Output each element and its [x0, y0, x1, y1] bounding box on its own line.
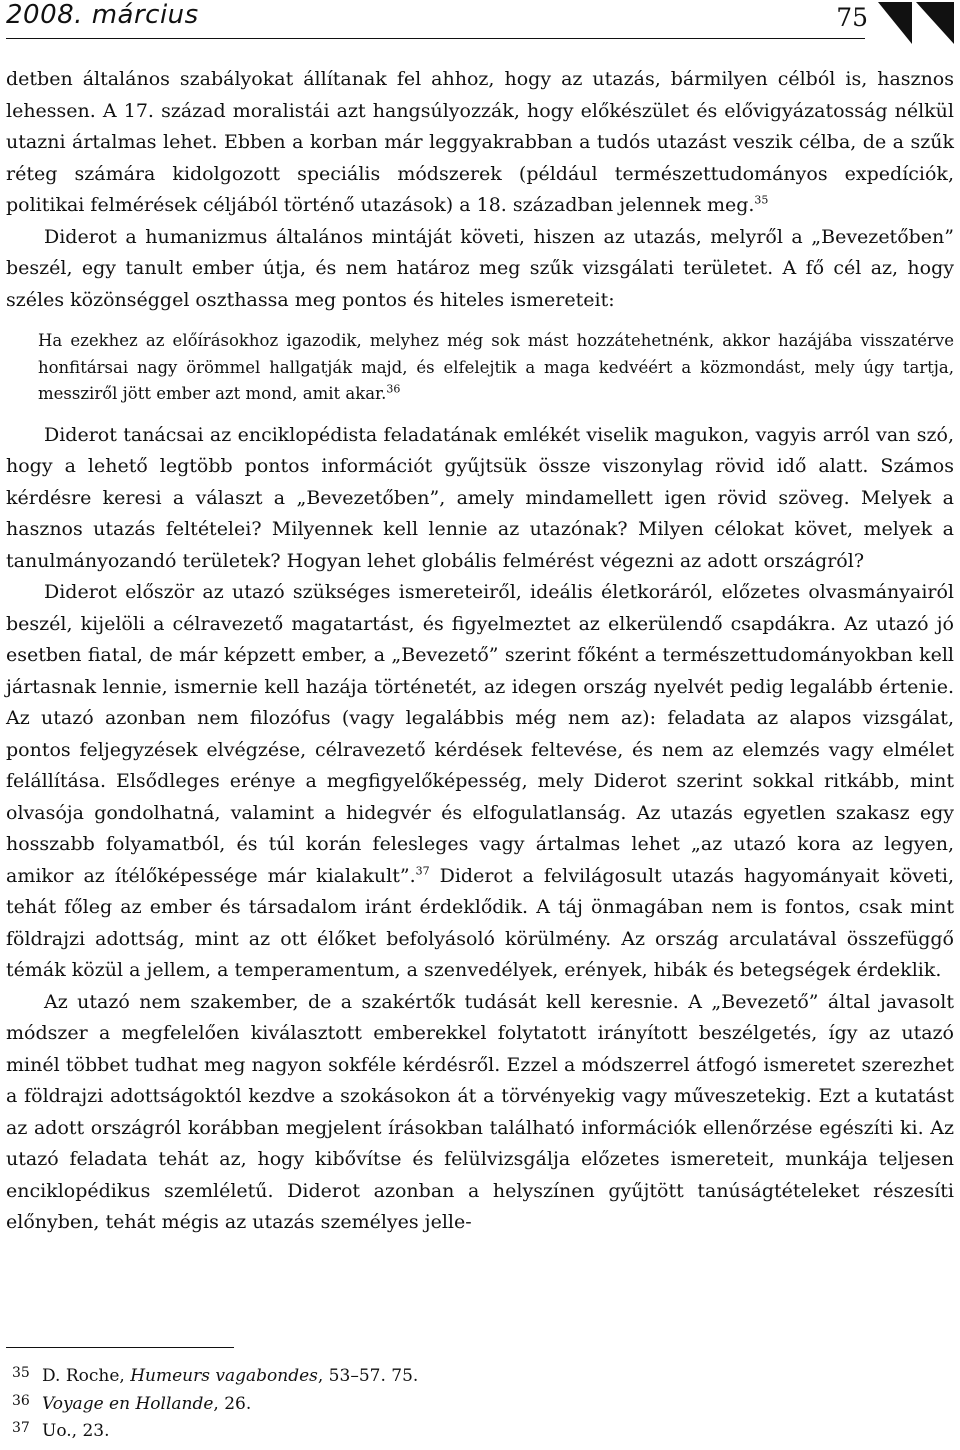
page-number: 75 — [836, 3, 868, 32]
footnotes — [12, 1363, 912, 1446]
footnote-37: 37 Uo., 23. — [12, 1420, 110, 1441]
paragraph: Diderot először az utazó szükséges ismereteiről, ideális életkoráról, előzetes olvasmányairól beszél, kijelöli a célravezető magatartást, és figyelmeztet az elkerülendő csapdákra. Az utazó jó esetben fiatal, de már képzett ember, a „Bevezető” szerint főként a természettudományokban kell jártasnak lennie, ismernie kell hazája történetét, az idegen ország nyelvét pedig legalább értenie. Az utazó azonban nem filozófus (vagy legalábbis még nem az): feladata az alapos vizsgálat, pontos feljegyzések elvégzése, célravezető kérdések feltevése, és nem az elemzés vagy elmélet felállítása. Elsődleges erénye a megfigyelőképesség, mely Diderot szerint sokkal ritkább, mint olvasója gondolhatná, valamint a hidegvér és elfogulatlanság. Az utazás egyetlen szakasz egy hosszabb folyamatból, és túl korán felesleges vagy ártalmas lehet „az utazó kora az legyen, amikor az ítélőképessége már kialakult”.$^{37}$ Diderot a felvilágosult utazás hagyományait követi, tehát főleg az ember és társadalom iránt érdeklődik. A táj önmagában nem is fontos, csak mint földrajzi adottság, mint az ott élőket befolyásoló körülmény. Az ország arculatával összefüggő témák közül a jellem, a temperamentum, a szenvedélyek, erények, hibák és betegségek érdeklik. — [6, 581, 954, 981]
footnote-rule — [6, 1347, 234, 1348]
footnote-36: 36 Voyage en Hollande, 26. — [12, 1392, 252, 1414]
footnote-ref-36: 36 — [386, 382, 401, 396]
page-header — [0, 0, 960, 50]
paragraph: Diderot tanácsai az enciklopédista feladatának emlékét viselik magukon, vagyis arról van szó, hogy a lehető legtöbb pontos információt gyűjtsük össze viszonylag rövid idő alatt. Számos kérdésre keresi a választ a „Bevezetőben”, amely mindamellett igen rövid szöveg. Melyek a hasznos utazás feltételei? Milyennek kell lennie az utazónak? Milyen célokat követ, melyek a tanulmányozandó területek? Hogyan lehet globális felmérést végezni az adott országról? — [6, 423, 954, 572]
paragraph: Diderot a humanizmus általános mintáját követi, hiszen az utazás, melyről a „Bevezetőben” beszél, egy tanult ember útja, és nem határoz meg szűk vizsgálati területet. A fő cél az, hogy széles közönséggel oszthassa meg pontos és hiteles ismereteit: — [6, 225, 954, 311]
article-body — [6, 64, 954, 1239]
corner-triangles-icon — [876, 0, 956, 46]
footnote-35: 35 D. Roche, Humeurs vagabondes, 53–57. 75. — [12, 1365, 419, 1386]
header-rule — [6, 38, 865, 39]
block-quote: Ha ezekhez az előírásokhoz igazodik, melyhez még sok mást hozzátehetnénk, akkor hazájába visszatérve honfitársai nagy örömmel hallgatják majd, és elfelejtik a maga kedvéért a közmondást, mely úgy tartja, messziről jött ember azt mond, amit akar.$^{36}$ — [38, 331, 954, 403]
running-head: 2008. március — [6, 0, 199, 30]
paragraph: detben általános szabályokat állítanak fel ahhoz, hogy az utazás, bármilyen célból is, hasznos lehessen. A 17. század moralistái azt hangsúlyozzák, hogy előkészület és elővigyázatosság nélkül utazni ártalmas lehet. Ebben a korban már leggyakrabban a tudós utazást veszik célba, de a szűk réteg számára kidolgozott speciális módszerek (például természettudományos expedíciók, politikai felmérések céljából történő utazások) a 18. században jelennek meg.$^{35}$ — [6, 68, 954, 216]
paragraph: Az utazó nem szakember, de a szakértők tudását kell keresnie. A „Bevezető” által javasolt módszer a megfelelően kiválasztott emberekkel folytatott irányított beszélgetés, így az utazó minél többet tudhat meg nagyon sokféle kérdésről. Ezzel a módszerrel átfogó ismeretet szerezhet a földrajzi adottságoktól kezdve a szokásokon át a törvényekig vagy műveszetekig. Ezt a kutatást az adott országról korábban megjelent írásokban található információk ellenőrzése egészíti ki. Az utazó feladata tehát az, hogy kibővítse és felülvizsgálja előzetes ismereteit, munkája teljesen enciklopédikus szemléletű. Diderot azonban a helyszínen gyűjtött tanúságtételeket részesíti előnyben, tehát mégis az utazás személyes jelle- — [6, 990, 954, 1233]
footnote-ref-35: 35 — [754, 193, 769, 207]
footnote-ref-37: 37 — [415, 864, 430, 878]
